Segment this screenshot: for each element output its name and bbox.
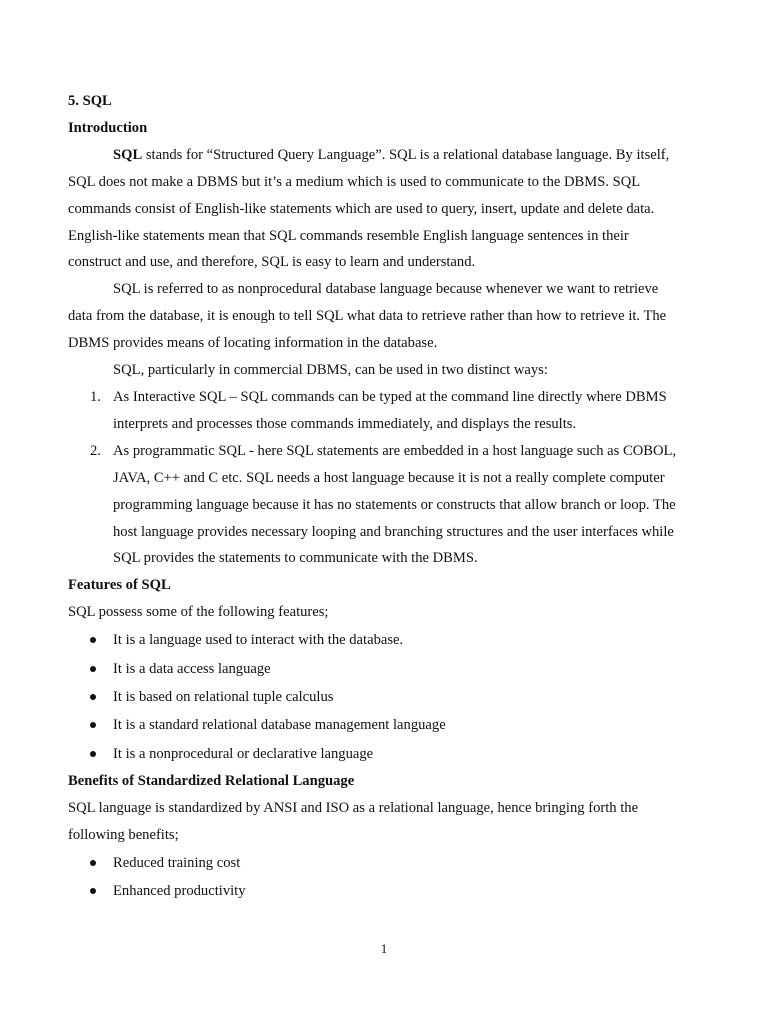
- benefits-list: [68, 849, 700, 906]
- bullet-item: [68, 711, 700, 739]
- intro-p1-line-4: English-like statements mean that SQL commands resemble English language sentences in their: [68, 227, 629, 244]
- bullet-item: [68, 849, 700, 877]
- intro-p2-line-1: SQL is referred to as nonprocedural database language because whenever we want to retrieve: [113, 281, 659, 298]
- list-item-line: programming language because it has no statements or constructs that allow branch or loop. The: [113, 496, 676, 513]
- numbered-list-item: [68, 384, 700, 438]
- features-heading: Features of SQL: [68, 577, 171, 594]
- bullet-icon: [90, 860, 96, 866]
- benefits-intro-line-2: following benefits;: [68, 826, 179, 843]
- list-item-line: SQL provides the statements to communicate with the DBMS.: [113, 550, 478, 567]
- intro-paragraph-3: SQL, particularly in commercial DBMS, can be used in two distinct ways:: [113, 362, 548, 379]
- bullet-text: It is a language used to interact with the database.: [113, 632, 404, 649]
- sql-term: SQL: [113, 146, 143, 163]
- numbered-list: [68, 384, 700, 572]
- intro-paragraph-1: [68, 142, 700, 277]
- bullet-icon: [90, 751, 96, 757]
- bullet-icon: [90, 694, 96, 700]
- bullet-text: It is a standard relational database management language: [113, 717, 446, 734]
- features-intro: SQL possess some of the following features;: [68, 604, 329, 621]
- bullet-item: [68, 740, 700, 768]
- introduction-heading: Introduction: [68, 119, 148, 136]
- bullet-text: It is based on relational tuple calculus: [113, 688, 334, 705]
- page-number: 1: [380, 941, 388, 956]
- list-item-line: JAVA, C++ and C etc. SQL needs a host language because it is not a really complete computer: [113, 469, 665, 486]
- bullet-item: [68, 683, 700, 711]
- intro-paragraph-2: [68, 276, 700, 357]
- bullet-text: Enhanced productivity: [113, 883, 246, 900]
- benefits-intro-line-1: SQL language is standardized by ANSI and ISO as a relational language, hence bringing forth the: [68, 800, 639, 817]
- bullet-text: It is a data access language: [113, 660, 271, 677]
- bullet-icon: [90, 888, 96, 894]
- section-title: 5. SQL: [68, 93, 112, 109]
- bullet-icon: [90, 666, 96, 672]
- intro-p1-line-1: [68, 142, 700, 169]
- bullet-icon: [90, 722, 96, 728]
- list-item-line: As programmatic SQL - here SQL statements are embedded in a host language such as COBOL,: [113, 442, 677, 459]
- bullet-text: Reduced training cost: [113, 854, 241, 871]
- bullet-item: [68, 626, 700, 654]
- document-page: [68, 88, 700, 906]
- numbered-list-item: [68, 438, 700, 573]
- intro-p1-line-1-text: stands for “Structured Query Language”. SQL is a relational database language. By itself,: [142, 146, 670, 163]
- list-item-line: host language provides necessary looping and branching structures and the user interfaces while: [113, 523, 674, 540]
- benefits-heading: Benefits of Standardized Relational Language: [68, 773, 355, 790]
- features-list: [68, 626, 700, 768]
- list-number: 2.: [90, 442, 101, 459]
- bullet-item: [68, 877, 700, 905]
- list-item-line: interprets and processes those commands immediately, and displays the results.: [113, 415, 577, 432]
- list-item-line: As Interactive SQL – SQL commands can be typed at the command line directly where DBMS: [113, 388, 667, 405]
- list-number: 1.: [90, 388, 101, 405]
- intro-p1-line-3: commands consist of English-like statements which are used to query, insert, update and delete data.: [68, 200, 655, 217]
- intro-p2-line-3: DBMS provides means of locating information in the database.: [68, 335, 438, 352]
- intro-p1-line-2: SQL does not make a DBMS but it’s a medium which is used to communicate to the DBMS. SQL: [68, 173, 641, 190]
- intro-p2-line-2: data from the database, it is enough to tell SQL what data to retrieve rather than how to retrieve it. The: [68, 308, 667, 325]
- bullet-item: [68, 655, 700, 683]
- intro-p1-line-5: construct and use, and therefore, SQL is easy to learn and understand.: [68, 254, 476, 271]
- bullet-icon: [90, 637, 96, 643]
- bullet-text: It is a nonprocedural or declarative language: [113, 745, 374, 762]
